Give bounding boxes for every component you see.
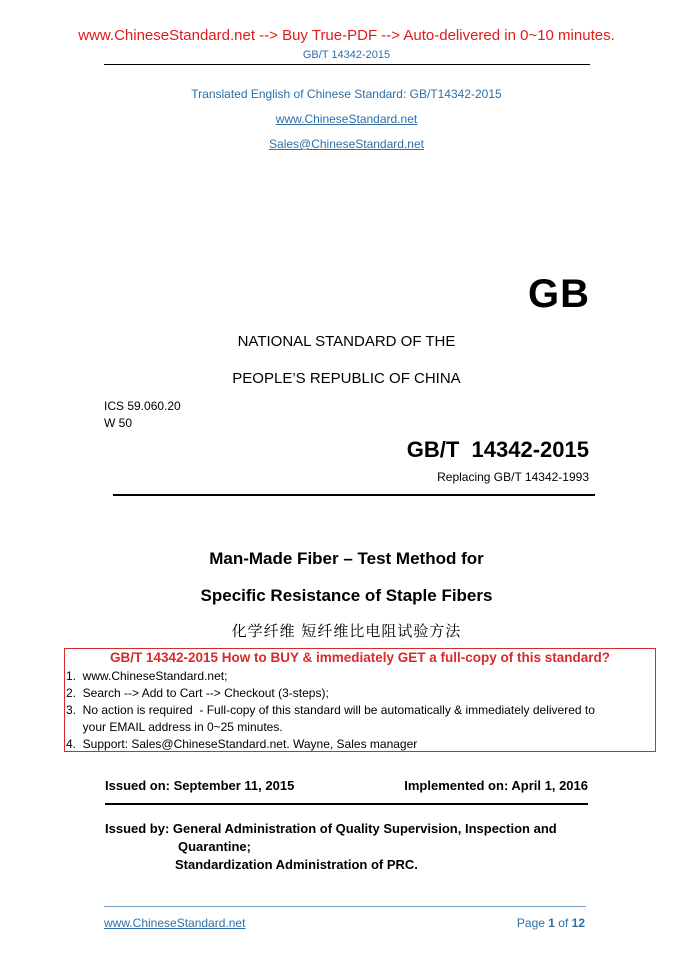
- issuer-block: [105, 820, 557, 874]
- issuer-line2: Quarantine;: [178, 839, 251, 854]
- issuer-line1: Issued by: General Administration of Quality Supervision, Inspection and: [105, 821, 557, 836]
- header-standard-code: GB/T 14342-2015: [302, 49, 391, 61]
- gb-mark: GB: [528, 272, 590, 316]
- page-current: 1: [548, 916, 555, 930]
- issued-on-date: Issued on: September 11, 2015: [105, 778, 295, 793]
- purchase-step-3-cont: your EMAIL address in 0~25 minutes.: [66, 720, 283, 734]
- purchase-step-4: 4. Support: Sales@ChineseStandard.net. Wayne, Sales manager: [66, 737, 418, 751]
- replacing-note: Replacing GB/T 14342-1993: [437, 470, 589, 484]
- email-link[interactable]: [0, 137, 693, 151]
- implemented-on-date: Implemented on: April 1, 2016: [404, 778, 588, 793]
- footer-divider: [104, 906, 586, 907]
- standard-number: GB/T 14342-2015: [406, 437, 589, 462]
- website-link-text[interactable]: www.ChineseStandard.net: [275, 112, 418, 126]
- document-title-line1: Man-Made Fiber – Test Method for: [209, 549, 484, 568]
- email-link-text[interactable]: Sales@ChineseStandard.net: [269, 137, 424, 151]
- footer-website-link[interactable]: www.ChineseStandard.net: [104, 916, 246, 930]
- ics-code: ICS 59.060.20: [104, 399, 181, 413]
- national-standard-line1: NATIONAL STANDARD OF THE: [237, 333, 456, 350]
- w-code: W 50: [104, 416, 133, 430]
- top-banner[interactable]: www.ChineseStandard.net --> Buy True-PDF --> Auto-delivered in 0~10 minutes.: [78, 27, 615, 44]
- page-prefix: Page: [516, 916, 549, 930]
- document-title-line2: Specific Resistance of Staple Fibers: [200, 586, 493, 605]
- website-link[interactable]: [0, 112, 693, 126]
- purchase-info-heading[interactable]: GB/T 14342-2015 How to BUY & immediately GET a full-copy of this standard?: [109, 650, 611, 665]
- purchase-step-3: 3. No action is required - Full-copy of this standard will be automatically & immediately delivered to: [66, 703, 595, 717]
- purchase-step-1[interactable]: 1. www.ChineseStandard.net;: [66, 669, 228, 683]
- chinese-title: 化学纤维 短纤维比电阻试验方法: [231, 622, 462, 640]
- issuer-line3: Standardization Administration of PRC.: [175, 857, 418, 872]
- header-divider: [104, 64, 590, 65]
- title-divider: [113, 494, 595, 496]
- page-total: 12: [571, 916, 585, 930]
- national-standard-line2: PEOPLE’S REPUBLIC OF CHINA: [232, 370, 461, 387]
- purchase-step-2: 2. Search --> Add to Cart --> Checkout (3-steps);: [66, 686, 329, 700]
- dates-divider: [105, 803, 588, 805]
- translation-note: Translated English of Chinese Standard: GB/T14342-2015: [191, 87, 502, 101]
- page-indicator: [517, 916, 585, 930]
- page-of: of: [554, 916, 572, 930]
